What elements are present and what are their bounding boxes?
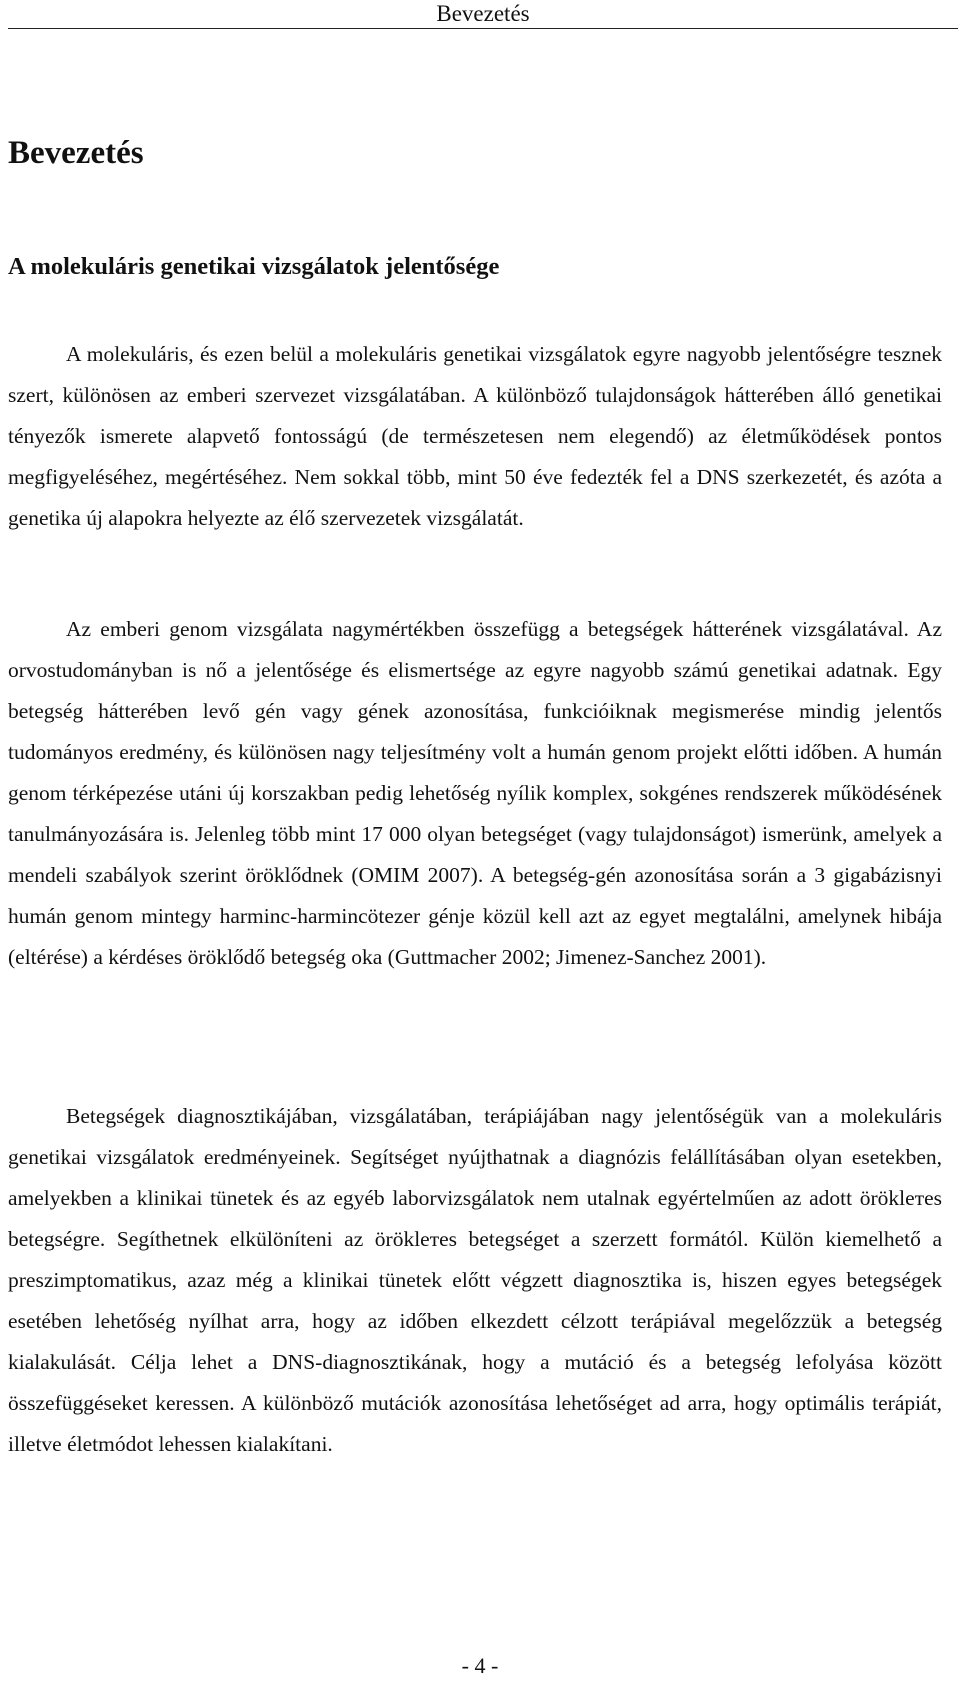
body-paragraph-2: Az emberi genom vizsgálata nagymértékben összefügg a betegségek hátterének vizsgálatával. Az orvostudományban is nő a jelentősége és elismertsége az egyre nagyobb számú genetikai adatnak. Egy betegség hátterében levő gén vagy gének azonosítása, funkcióiknak megismerése mindig jelentős tudományos eredmény, és különösen nagy teljesítmény volt a humán genom projekt előtti időben. A humán genom térképezése utáni új korszakban pedig lehetőség nyílik komplex, sokgénes rendszerek működésének tanulmányozására is. Jelenleg több mint 17 000 olyan betegséget (vagy tulajdonságot) ismerünk, amelyek a mendeli szabályok szerint öröklődnek (OMIM 2007). A betegség-gén azonosítása során a 3 gigabázisnyi humán genom mintegy harminc-harmincötezer génje közül kell azt az egyet megtalálni, amelynek hibája (eltérése) a kérdéses öröklődő betegség oka (Guttmacher 2002; Jimenez-Sanchez 2001). — [8, 617, 942, 969]
section-title: A molekuláris genetikai vizsgálatok jelentősége — [8, 253, 500, 280]
body-paragraph-1: A molekuláris, és ezen belül a molekuláris genetikai vizsgálatok egyre nagyobb jelentőségre tesznek szert, különösen az emberi szervezet vizsgálatában. A különböző tulajdonságok hátterében álló genetikai tényezők ismerete alapvető fontosságú (de természetesen nem elegendő) az életműködések pontos megfigyeléséhez, megértéséhez. Nem sokkal több, mint 50 éve fedezték fel a DNS szerkezetét, és azóta a genetika új alapokra helyezte az élő szervezetek vizsgálatát. — [8, 342, 942, 530]
body-paragraph-3: Betegségek diagnosztikájában, vizsgálatában, terápiájában nagy jelentőségük van a molekuláris genetikai vizsgálatok eredményeinek. Segítséget nyújthatnak a diagnózis felállításában olyan esetekben, amelyekben a klinikai tünetek és az egyéb laborvizsgálatok nem utalnak egyértelműen az adott öröklетes betegségre. Segíthetnek elkülöníteni az öröklетes betegséget a szerzett formától. Külön kiemelhető a preszimptomatikus, azaz még a klinikai tünetek előtt végzett diagnosztika is, hiszen egyes betegségek esetében lehetőség nyílhat arra, hogy az időben elkezdett célzott terápiával megelőzzük a betegség kialakulását. Célja lehet a DNS-diagnosztikának, hogy a mutáció és a betegség lefolyása között összefüggéseket keressen. A különböző mutációk azonosítása lehetőséget ad arra, hogy optimális terápiát, illetve életmódot lehessen kialakítani. — [8, 1104, 942, 1456]
running-header: Bevezetés — [8, 0, 958, 29]
chapter-title: Bevezetés — [8, 135, 144, 171]
page-number: - 4 - — [461, 1653, 499, 1678]
